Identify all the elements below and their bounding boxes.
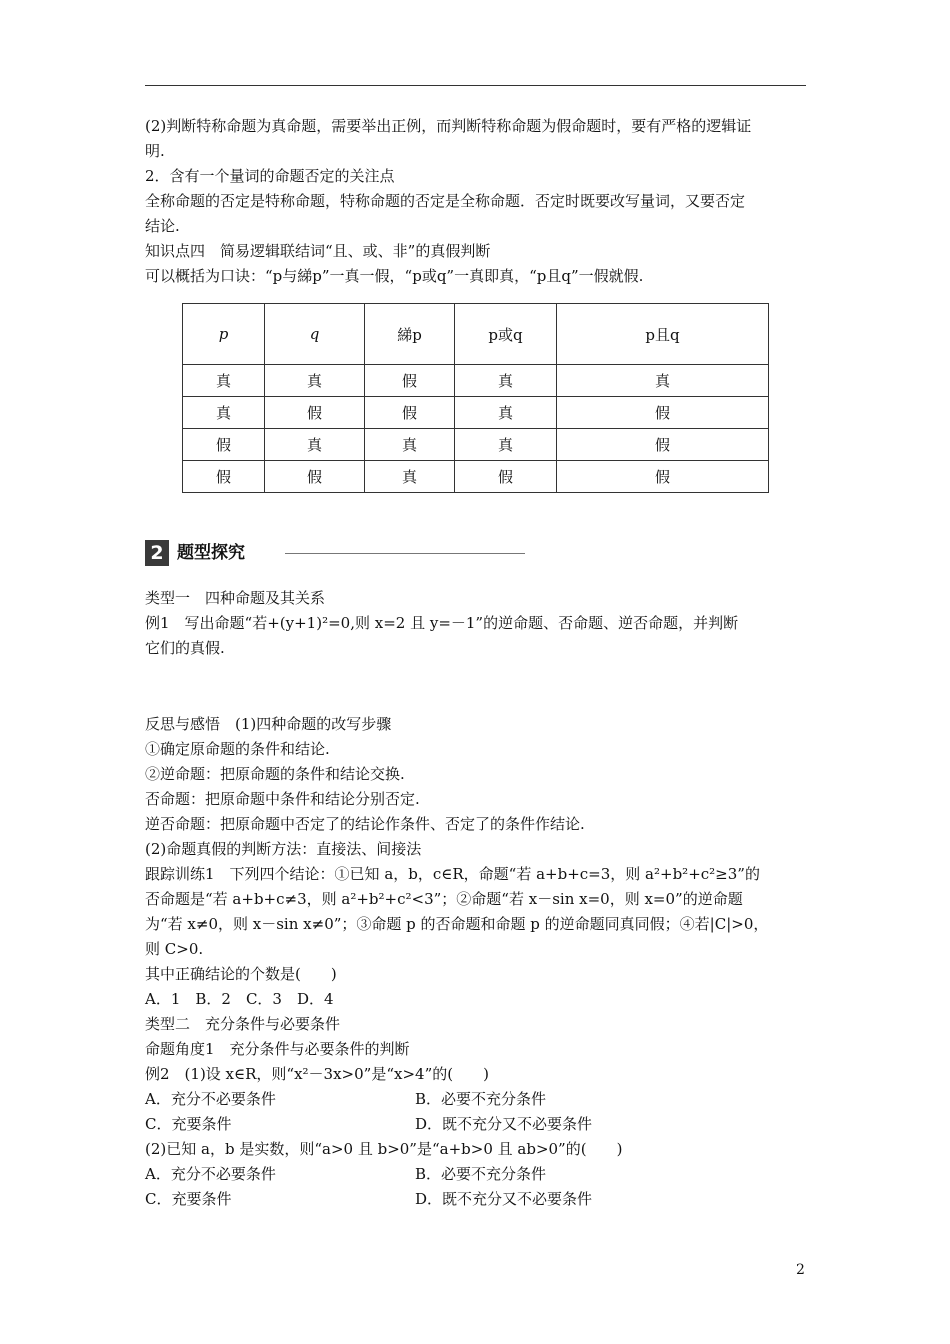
section-rule [285, 553, 525, 554]
table-row [183, 397, 769, 429]
text-line: 为“若 x≠0，则 x－sin x≠0”；③命题 p 的否命题和命题 p 的逆命题同真同假；④若|C|>0， [145, 915, 769, 933]
text-line: (2)命题真假的判断方法：直接法、间接法 [145, 840, 422, 858]
text-line: 则 C>0. [145, 940, 204, 958]
table-cell: 真 [265, 365, 365, 397]
option-c: C．充要条件 [145, 1190, 232, 1208]
options-row [145, 1162, 810, 1187]
table-cell: 真 [365, 461, 455, 493]
text-line: 否命题是“若 a+b+c≠3，则 a²+b²+c²<3”；②命题“若 x－sin x=0，则 x=0”的逆命题 [145, 890, 743, 908]
table-header-cell: 綈p [365, 304, 455, 365]
table-cell: 假 [265, 397, 365, 429]
table-row [183, 461, 769, 493]
table-cell: 假 [557, 397, 769, 429]
page-number: 2 [796, 1262, 805, 1278]
options-row [145, 1087, 810, 1112]
option-b: B．必要不充分条件 [415, 1165, 547, 1183]
table-header-row [183, 304, 769, 365]
text-line: 例2 (1)设 x∈R，则“x²－3x>0”是“x>4”的( ) [145, 1065, 489, 1083]
text-line: 跟踪训练1 下列四个结论：①已知 a，b，c∈R，命题“若 a+b+c=3，则 a²+b²+c²≥3”的 [145, 865, 760, 883]
text-line: 2．含有一个量词的命题否定的关注点 [145, 167, 395, 185]
table-header-cell: q [265, 304, 365, 365]
text-line: 明. [145, 142, 165, 160]
text-line: 反思与感悟 (1)四种命题的改写步骤 [145, 715, 392, 733]
text-line: 逆否命题：把原命题中否定了的结论作条件、否定了的条件作结论. [145, 815, 585, 833]
options-row [145, 1187, 810, 1212]
text-line: 结论. [145, 217, 180, 235]
text-line: 它们的真假. [145, 639, 225, 657]
option-a: A．充分不必要条件 [145, 1165, 276, 1183]
table-header-cell: p且q [557, 304, 769, 365]
table-cell: 假 [557, 429, 769, 461]
table-cell: 真 [365, 429, 455, 461]
table-cell: 真 [183, 397, 265, 429]
text-line: ②逆命题：把原命题的条件和结论交换. [145, 765, 405, 783]
text-line: 全称命题的否定是特称命题，特称命题的否定是全称命题．否定时既要改写量词，又要否定 [145, 192, 746, 210]
text-line: 可以概括为口诀：“p与綈p”一真一假，“p或q”一真即真，“p且q”一假就假. [145, 267, 644, 285]
table-cell: 假 [365, 397, 455, 429]
text-line: (2)已知 a，b 是实数，则“a>0 且 b>0”是“a+b>0 且 ab>0”的( ) [145, 1140, 623, 1158]
type-heading: 类型二 充分条件与必要条件 [145, 1015, 341, 1033]
truth-table [182, 303, 769, 493]
text-line: (2)判断特称命题为真命题，需要举出正例，而判断特称命题为假命题时，要有严格的逻辑证 [145, 117, 752, 135]
table-cell: 假 [365, 365, 455, 397]
section-title: 题型探究 [177, 543, 245, 563]
option-a: A．充分不必要条件 [145, 1090, 276, 1108]
answer-options: A．1 B．2 C．3 D．4 [145, 990, 334, 1008]
example-1-block [145, 586, 810, 661]
table-cell: 真 [265, 429, 365, 461]
table-cell: 真 [557, 365, 769, 397]
table-cell: 假 [183, 429, 265, 461]
table-cell: 假 [265, 461, 365, 493]
option-b: B．必要不充分条件 [415, 1090, 547, 1108]
text-line: 例1 写出命题“若+(y+1)²=0,则 x=2 且 y=－1”的逆命题、否命题、逆否命题，并判断 [145, 614, 739, 632]
section-number-badge: 2 [145, 540, 169, 566]
option-d: D．既不充分又不必要条件 [415, 1115, 593, 1133]
header-rule [145, 85, 806, 86]
table-row [183, 365, 769, 397]
table-cell: 假 [557, 461, 769, 493]
text-line: 命题角度1 充分条件与必要条件的判断 [145, 1040, 410, 1058]
options-row [145, 1112, 810, 1137]
table-header-cell: p [183, 304, 265, 365]
table-row [183, 429, 769, 461]
type-heading: 类型一 四种命题及其关系 [145, 589, 326, 607]
text-line: ①确定原命题的条件和结论. [145, 740, 330, 758]
option-c: C．充要条件 [145, 1115, 232, 1133]
section-heading [145, 540, 525, 566]
knowledge-point-heading: 知识点四 简易逻辑联结词“且、或、非”的真假判断 [145, 242, 491, 260]
table-cell: 假 [455, 461, 557, 493]
table-cell: 真 [183, 365, 265, 397]
text-line: 否命题：把原命题中条件和结论分别否定. [145, 790, 420, 808]
option-d: D．既不充分又不必要条件 [415, 1190, 593, 1208]
table-cell: 真 [455, 365, 557, 397]
text-line: 其中正确结论的个数是( ) [145, 965, 337, 983]
table-cell: 真 [455, 397, 557, 429]
table-header-cell: p或q [455, 304, 557, 365]
table-cell: 真 [455, 429, 557, 461]
intro-block [145, 114, 810, 289]
table-cell: 假 [183, 461, 265, 493]
reflection-block [145, 712, 810, 1212]
